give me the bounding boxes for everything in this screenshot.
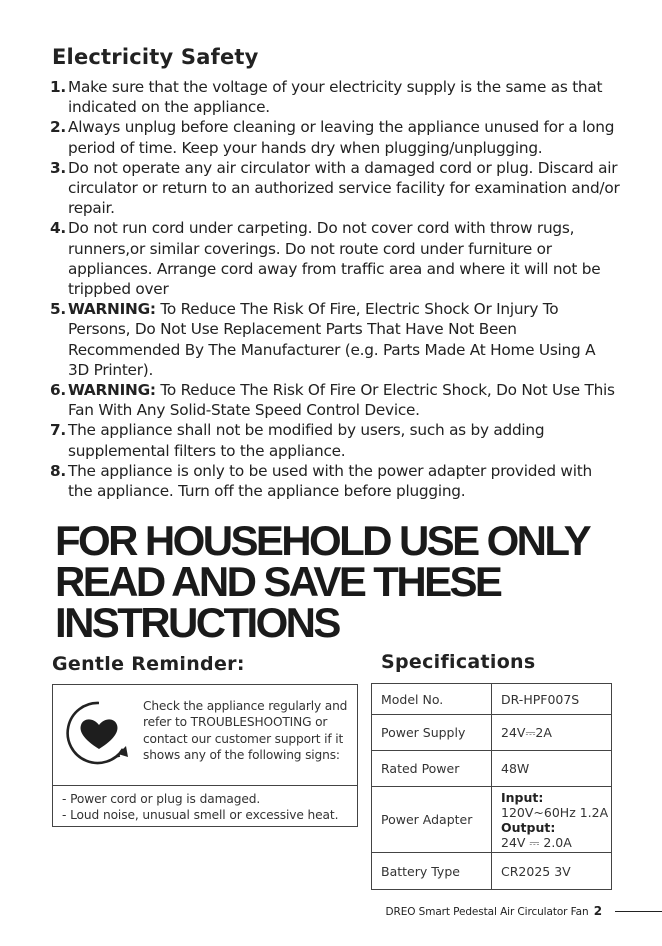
notice-line: FOR HOUSEHOLD USE ONLY bbox=[55, 517, 589, 564]
spec-label: Power Supply bbox=[372, 715, 492, 751]
spec-value: 24V⎓2A bbox=[492, 715, 612, 751]
spec-value bbox=[492, 787, 612, 853]
spec-value: DR-HPF007S bbox=[492, 684, 612, 715]
item-text: Always unplug before cleaning or leaving the appliance unused for a long period of time. Keep your hands dry when plugging/unplugging. bbox=[68, 118, 615, 157]
item-number: 4. bbox=[50, 219, 66, 238]
safety-item bbox=[50, 218, 620, 299]
safety-item bbox=[50, 77, 620, 117]
sign-item: - Power cord or plug is damaged. bbox=[62, 792, 261, 806]
warning-label: WARNING: bbox=[68, 300, 156, 319]
item-number: 1. bbox=[50, 78, 66, 96]
safety-item bbox=[50, 420, 620, 460]
spec-row bbox=[372, 853, 612, 890]
reminder-title: Gentle Reminder: bbox=[52, 653, 245, 675]
page-footer bbox=[386, 904, 602, 918]
spec-label: Battery Type bbox=[372, 853, 492, 890]
reminder-text: Check the appliance regularly and refer to TROUBLESHOOTING or contact our customer support if it shows any of the following signs: bbox=[143, 699, 348, 762]
output-label: Output: bbox=[501, 819, 556, 835]
footer-rule bbox=[615, 911, 662, 912]
warning-label: WARNING: bbox=[68, 381, 156, 400]
spec-row bbox=[372, 787, 612, 853]
reminder-signs bbox=[62, 791, 338, 823]
footer-text: DREO Smart Pedestal Air Circulator Fan bbox=[385, 906, 589, 918]
input-value: 120V~60Hz 1.2A bbox=[501, 804, 609, 820]
heart-check-icon bbox=[63, 697, 135, 769]
output-value: 24V ⎓ 2.0A bbox=[501, 834, 572, 850]
spec-label: Model No. bbox=[372, 684, 492, 715]
reminder-divider bbox=[53, 785, 357, 786]
item-text: To Reduce The Risk Of Fire Or Electric Shock, Do Not Use This Fan With Any Solid-State Speed Control Device. bbox=[68, 381, 615, 420]
spec-row bbox=[372, 715, 612, 751]
item-text: Do not operate any air circulator with a damaged cord or plug. Discard air circulator or return to an authorized service facility for examination and/or repair. bbox=[68, 158, 620, 218]
safety-list bbox=[50, 77, 620, 501]
spec-label: Power Adapter bbox=[372, 787, 492, 853]
safety-item bbox=[50, 461, 620, 501]
item-text: The appliance is only to be used with the power adapter provided with the appliance. Turn off the appliance before plugging. bbox=[68, 461, 592, 501]
spec-row bbox=[372, 751, 612, 787]
item-number: 2. bbox=[50, 118, 66, 137]
household-notice bbox=[55, 517, 635, 646]
specs-table bbox=[371, 683, 612, 890]
spec-value: CR2025 3V bbox=[492, 853, 612, 890]
item-number: 5. bbox=[50, 300, 66, 319]
item-text: The appliance shall not be modified by users, such as by adding supplemental filters to the appliance. bbox=[68, 421, 545, 460]
spec-value: 48W bbox=[492, 751, 612, 787]
safety-item bbox=[50, 380, 620, 420]
reminder-box bbox=[52, 684, 358, 827]
page-number: 2 bbox=[593, 904, 602, 918]
item-text: Do not run cord under carpeting. Do not cover cord with throw rugs, runners,or similar coverings. Do not route cord under furniture or appliances. Arrange cord away from traffic area and where it will not be trippbed over bbox=[68, 219, 601, 299]
item-text: To Reduce The Risk Of Fire, Electric Shock Or Injury To Persons, Do Not Use Replacement Parts That Have Not Been Recommended By The Manufacturer (e.g. Parts Made At Home Using A 3D Printer). bbox=[68, 300, 596, 379]
item-number: 3. bbox=[50, 158, 66, 177]
safety-item bbox=[50, 117, 620, 157]
input-label: Input: bbox=[501, 789, 544, 805]
notice-line: READ AND SAVE THESE bbox=[55, 558, 501, 605]
spec-label: Rated Power bbox=[372, 751, 492, 787]
safety-item bbox=[50, 299, 620, 380]
sign-item: - Loud noise, unusual smell or excessive heat. bbox=[62, 808, 339, 822]
item-number: 8. bbox=[50, 461, 66, 480]
safety-item bbox=[50, 158, 620, 219]
item-number: 6. bbox=[50, 381, 66, 400]
safety-title: Electricity Safety bbox=[52, 45, 259, 69]
spec-row bbox=[372, 684, 612, 715]
item-number: 7. bbox=[50, 421, 66, 440]
item-text: Make sure that the voltage of your electricity supply is the same as that indicated on the appliance. bbox=[68, 78, 603, 117]
specs-title: Specifications bbox=[381, 651, 536, 673]
notice-line: INSTRUCTIONS bbox=[55, 599, 339, 646]
